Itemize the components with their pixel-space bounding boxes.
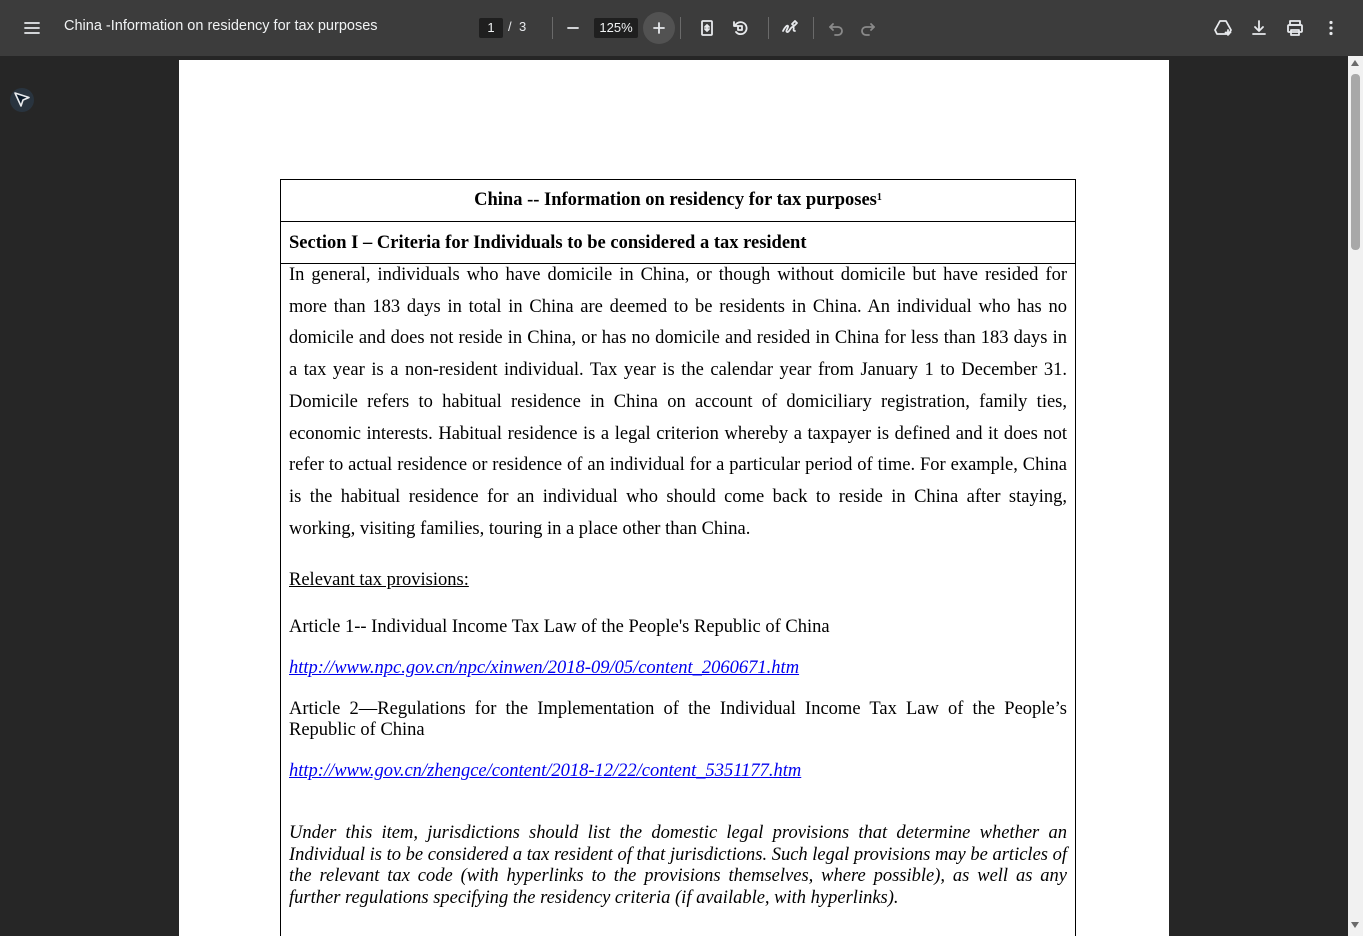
more-vert-icon [1321, 18, 1341, 38]
residency-criteria-paragraph: In general, individuals who have domicile in China, or though without domicile but have resided for more than 183 days in total in China are deemed to be residents in China. An individual who has no domicile and does not reside in China, or has no domicile and resided in China for less than 183 days in a tax year is a non-resident individual. Tax year is the calendar year from January 1 to December 31. Domicile refers to habitual residence in China on account of domiciliary registration, family ties, economic interests. Habitual residence is a legal criterion whereby a taxpayer is defined and it does not refer to actual residence or residence of an individual for a particular period of time. For example, China is the habitual residence for an individual who should come back to reside in China after staying, working, visiting families, touring in a place other than China. [289, 265, 1067, 539]
toolbar-divider [680, 17, 681, 39]
scrollbar-thumb[interactable] [1351, 74, 1360, 250]
total-pages: 3 [519, 19, 527, 34]
instruction-paragraph: Under this item, jurisdictions should list the domestic legal provisions that determine whether an Individual is to be considered a tax resident of that jurisdictions. Such legal provisions may be articles of the relevant tax code (with hyperlinks to the provisions themselves, where possible), as well as any further regulations specifying the residency criteria (if available, with hyperlinks). [289, 823, 1067, 908]
scroll-down-arrow-icon[interactable] [1351, 922, 1359, 928]
rotate-button[interactable] [724, 12, 756, 44]
link-npc-law[interactable]: http://www.npc.gov.cn/npc/xinwen/2018-09/05/content_2060671.htm [289, 658, 800, 679]
fit-page-icon [697, 18, 717, 38]
mouse-pointer-icon [8, 86, 36, 114]
undo-button[interactable] [820, 12, 852, 44]
drive-add-icon [1213, 18, 1233, 38]
article-1: Article 1-- Individual Income Tax Law of the People's Republic of China [289, 617, 830, 638]
save-to-drive-button[interactable] [1207, 12, 1239, 44]
page-separator: / [508, 19, 512, 34]
menu-icon[interactable] [16, 12, 48, 44]
section-heading: Section I – Criteria for Individuals to be considered a tax resident [281, 222, 1075, 264]
redo-button[interactable] [852, 12, 884, 44]
printer-icon [1285, 18, 1305, 38]
pdf-page [179, 60, 1169, 936]
toolbar-divider [552, 17, 553, 39]
title-footnote-mark[interactable]: 1 [876, 192, 882, 203]
annotate-button[interactable] [774, 12, 806, 44]
provisions-heading: Relevant tax provisions: [289, 570, 469, 591]
scroll-up-arrow-icon[interactable] [1351, 60, 1359, 66]
document-title: China -Information on residency for tax purposes [64, 18, 378, 34]
rotate-icon [730, 18, 750, 38]
title-text: China -- Information on residency for tax purposes [474, 190, 877, 210]
residency-table [280, 179, 1076, 936]
pen-icon [780, 18, 800, 38]
pdf-toolbar [0, 0, 1363, 56]
article-2: Article 2—Regulations for the Implementation of the Individual Income Tax Law of the People’s Republic of China [289, 699, 1067, 741]
section-body [281, 260, 1075, 909]
toolbar-divider [768, 17, 769, 39]
minus-icon [563, 18, 583, 38]
table-title [281, 180, 1075, 222]
undo-icon [826, 18, 846, 38]
zoom-level-input[interactable]: 125% [594, 18, 638, 38]
zoom-in-button[interactable] [643, 12, 675, 44]
print-button[interactable] [1279, 12, 1311, 44]
redo-icon [858, 18, 878, 38]
zoom-out-button[interactable] [557, 12, 589, 44]
page-number-input[interactable]: 1 [479, 18, 503, 38]
link-gov-regulations[interactable]: http://www.gov.cn/zhengce/content/2018-12/22/content_5351177.htm [289, 761, 802, 782]
fit-to-page-button[interactable] [691, 12, 723, 44]
toolbar-divider [813, 17, 814, 39]
download-button[interactable] [1243, 12, 1275, 44]
vertical-scrollbar[interactable] [1348, 56, 1363, 936]
plus-icon [649, 18, 669, 38]
more-options-button[interactable] [1315, 12, 1347, 44]
download-icon [1249, 18, 1269, 38]
